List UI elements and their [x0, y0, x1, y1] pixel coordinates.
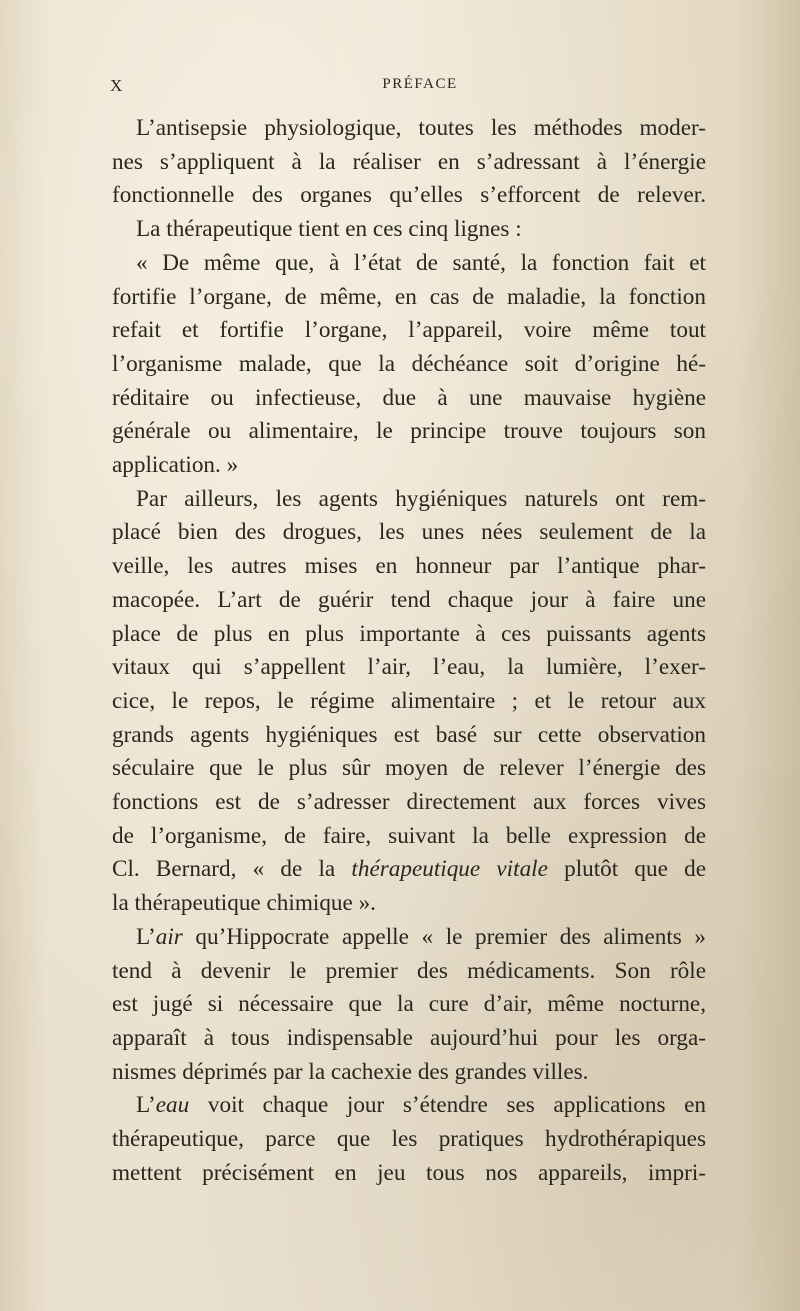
- text-line: de l’organisme, de faire, suivant la belle expression de: [112, 822, 706, 849]
- text-line: séculaire que le plus sûr moyen de relever l’énergie des: [112, 755, 706, 782]
- text-run: L’: [136, 923, 156, 950]
- text-line: fonctions est de s’adresser directement aux forces vives: [112, 789, 706, 816]
- text-line: tend à devenir le premier des médicaments. Son rôle: [112, 957, 706, 984]
- text-line: thérapeutique, parce que les pratiques hydrothérapiques: [112, 1126, 706, 1153]
- text-line: macopée. L’art de guérir tend chaque jour à faire une: [112, 586, 706, 613]
- text-run: qu’Hippocrate appelle « le premier des aliments »: [182, 923, 706, 950]
- text-line: l’organisme malade, que la déchéance soit d’origine hé-: [112, 350, 706, 377]
- text-line: fortifie l’organe, de même, en cas de maladie, la fonction: [112, 283, 706, 310]
- italic-term: thérapeutique vitale: [351, 856, 548, 883]
- text-line: apparaît à tous indispensable aujourd’hui pour les orga-: [112, 1024, 706, 1051]
- text-line: place de plus en plus importante à ces puissants agents: [112, 620, 706, 647]
- text-run: Cl. Bernard, « de la: [112, 856, 352, 883]
- text-line: [112, 921, 706, 955]
- text-run: voit chaque jour s’étendre ses applications en: [189, 1092, 706, 1119]
- text-line: fonctionnelle des organes qu’elles s’efforcent de relever.: [112, 182, 706, 209]
- text-line: « De même que, à l’état de santé, la fonction fait et: [136, 249, 706, 276]
- text-line: [112, 853, 706, 887]
- text-line: générale ou alimentaire, le principe trouve toujours son: [112, 418, 706, 445]
- text-line: L’antisepsie physiologique, toutes les méthodes moder-: [136, 115, 706, 141]
- text-line: refait et fortifie l’organe, l’appareil, voire même tout: [112, 317, 706, 344]
- text-line: placé bien des drogues, les unes nées seulement de la: [112, 519, 706, 546]
- paragraph-1: [112, 112, 706, 213]
- text-line: Par ailleurs, les agents hygiéniques naturels ont rem-: [136, 485, 706, 512]
- text-line: mettent précisément en jeu tous nos appareils, impri-: [112, 1159, 706, 1186]
- running-head: [110, 76, 706, 98]
- text-line: vitaux qui s’appellent l’air, l’eau, la lumière, l’exer-: [112, 654, 706, 681]
- running-title: PRÉFACE: [382, 76, 458, 92]
- paragraph-4: [112, 483, 706, 921]
- paragraph-5: [112, 921, 706, 1090]
- text-line: [112, 1089, 706, 1123]
- page-number: X: [110, 76, 124, 95]
- text-line: est jugé si nécessaire que la cure d’air, même nocturne,: [112, 991, 706, 1018]
- paragraph-3-quote: [112, 247, 706, 483]
- italic-term: eau: [155, 1092, 190, 1119]
- text-line: la thérapeutique chimique ».: [112, 890, 376, 917]
- text-run: plutôt que de: [547, 856, 706, 883]
- paragraph-2: [112, 213, 706, 247]
- text-line: La thérapeutique tient en ces cinq lignes :: [136, 216, 522, 243]
- text-line: nes s’appliquent à la réaliser en s’adressant à l’énergie: [112, 148, 706, 175]
- text-line: réditaire ou infectieuse, due à une mauvaise hygiène: [112, 384, 706, 411]
- body-text: [112, 112, 706, 1191]
- text-line: nismes déprimés par la cachexie des grandes villes.: [112, 1058, 589, 1085]
- text-line: grands agents hygiéniques est basé sur cette observation: [112, 721, 706, 748]
- text-line: cice, le repos, le régime alimentaire ; et le retour aux: [112, 687, 706, 714]
- text-line: application. »: [112, 452, 239, 479]
- paragraph-6: [112, 1089, 706, 1190]
- text-line: veille, les autres mises en honneur par l’antique phar-: [112, 553, 706, 580]
- italic-term: air: [155, 923, 183, 950]
- text-run: L’: [136, 1092, 156, 1119]
